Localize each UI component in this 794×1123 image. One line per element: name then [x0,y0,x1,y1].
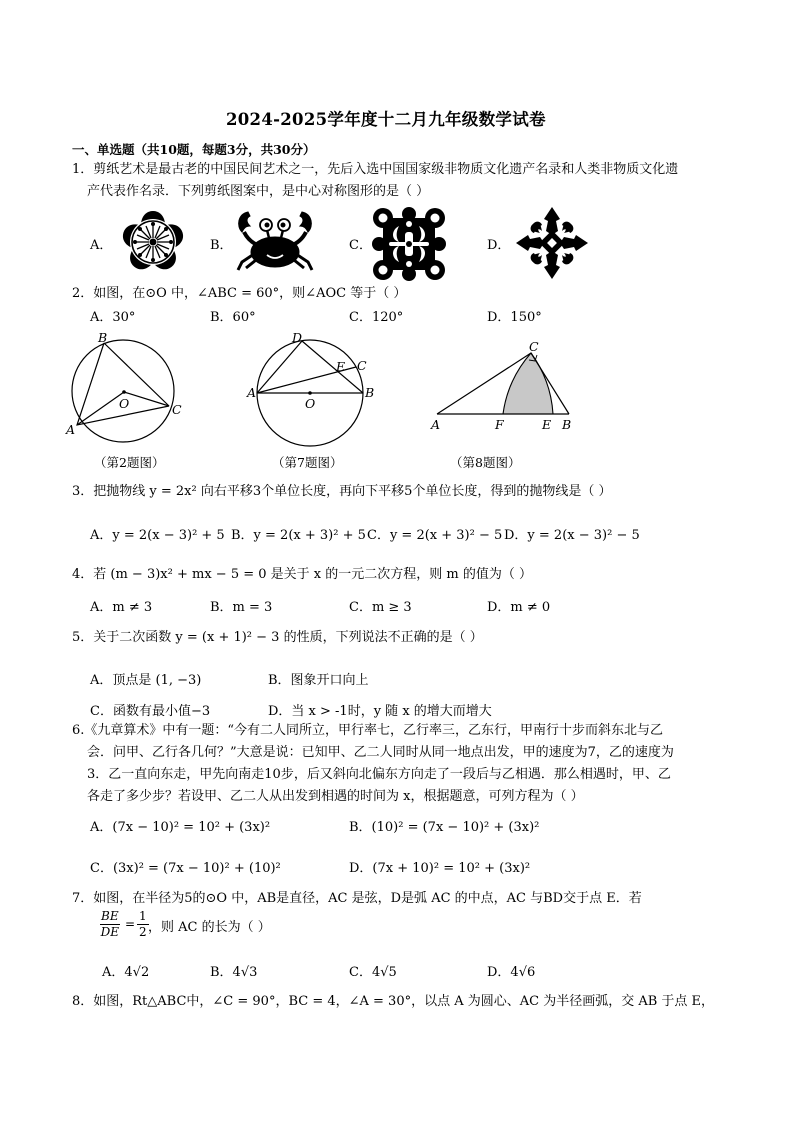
fig8-label-e: E [542,417,552,432]
crab-papercut-icon [234,210,316,272]
q8-stem: 8．如图，Rt△ABC中，∠C = 90°，BC = 4，∠A = 30°，以点 A 为圆心、AC 为半径画弧，交 AB 于点 E， [72,994,715,1009]
q5-option-d: D．当 x > -1时，y 随 x 的增大而增大 [268,704,492,719]
q2-option-a: A．30° [90,310,136,325]
q2-option-b: B．60° [210,310,256,325]
fig8-label-a: A [431,417,441,432]
page-title: 2024-2025学年度十二月九年级数学试卷 [226,110,546,129]
fig7-label-o: O [305,396,316,411]
q7-line2: ，则 AC 的长为（ ） [148,920,271,935]
q6-option-d: D．(7x + 10)² = 10² + (3x)² [349,861,531,876]
q6-line4: 各走了多少步？若设甲、乙二人从出发到相遇的时间为 x，根据题意，可列方程为（ ） [87,789,584,804]
q6-line2: 会．问甲、乙行各几何？”大意是说：已知甲、乙二人同时从同一地点出发，甲的速度为7，乙的速度为 [87,745,674,760]
q1-option-a-label: A． [90,238,113,253]
q5-option-b: B．图象开口向上 [268,673,369,688]
fig2-label-c: C [172,402,182,417]
fig2-caption: （第2题图） [94,455,165,470]
fig8-label-f: F [495,417,504,432]
q4-option-a: A．m ≠ 3 [90,600,153,615]
q1-line1: 1．剪纸艺术是最古老的中国民间艺术之一，先后入选中国国家级非物质文化遗产名录和人类非物质文化遗 [72,162,679,177]
q1-option-d-label: D． [487,238,511,253]
fig7-label-b: B [365,385,375,400]
q1-line2: 产代表作名录．下列剪纸图案中，是中心对称图形的是（ ） [87,184,430,199]
q1-option-b-label: B． [210,238,233,253]
section-heading: 一、单选题（共10题，每题3分，共30分） [72,142,316,157]
ornament-papercut-icon [373,208,445,280]
figure-q2-circle [60,330,200,445]
fig2-label-a: A [66,422,76,437]
fig7-label-c: C [357,358,367,373]
q4-option-d: D．m ≠ 0 [487,600,551,615]
q6-line1: 6.《九章算术》中有一题：“今有二人同所立，甲行率七，乙行率三，乙东行，甲南行十步而斜东北与乙 [72,723,664,738]
figure-q8-triangle [425,340,585,435]
fig2-label-b: B [98,330,108,345]
q7-fraction-value [137,909,149,940]
q7-fraction-value-num: 1 [139,909,147,923]
flower-papercut-icon [117,207,189,275]
q7-option-b: B．4√3 [210,965,258,980]
q7-fraction-numerator: BE [101,909,119,923]
q5-stem: 5．关于二次函数 y = (x + 1)² − 3 的性质，下列说法不正确的是（ ） [72,630,483,645]
q4-option-b: B．m = 3 [210,600,273,615]
fig8-label-c: C [529,339,539,354]
fig7-caption: （第7题图） [272,455,343,470]
fig8-caption: （第8题图） [450,455,521,470]
fig8-label-b: B [562,417,572,432]
q7-equals: = [125,917,136,931]
figure-q7-circle [245,330,385,445]
fig7-label-d: D [292,330,303,345]
q3-option-c: C．y = 2(x + 3)² − 5 [367,528,503,543]
q3-option-a: A．y = 2(x − 3)² + 5 [90,528,225,543]
q2-stem: 2．如图，在⊙O 中，∠ABC = 60°，则∠AOC 等于（ ） [72,286,407,301]
q4-stem: 4．若 (m − 3)x² + mx − 5 = 0 是关于 x 的一元二次方程，则 m 的值为（ ） [72,567,532,582]
q7-fraction-denominator: DE [100,925,119,939]
q7-option-d: D．4√6 [487,965,536,980]
q7-fraction [100,909,120,940]
cross-ornament-papercut-icon [515,206,589,280]
fig2-label-o: O [119,396,130,411]
fig7-label-a: A [247,385,257,400]
q6-option-c: C．(3x)² = (7x − 10)² + (10)² [90,861,281,876]
q5-option-a: A．顶点是 (1, −3) [90,673,202,688]
q4-option-c: C．m ≥ 3 [349,600,412,615]
q3-option-d: D．y = 2(x − 3)² − 5 [504,528,640,543]
q2-option-c: C．120° [349,310,404,325]
q7-option-c: C．4√5 [349,965,397,980]
q7-option-a: A．4√2 [102,965,150,980]
q7-line1: 7．如图，在半径为5的⊙O 中，AB是直径，AC 是弦，D是弧 AC 的中点，AC 与BD交于点 E．若 [72,891,642,906]
fig7-label-e: E [336,359,346,374]
q2-option-d: D．150° [487,310,542,325]
q6-option-b: B．(10)² = (7x − 10)² + (3x)² [349,820,540,835]
q6-option-a: A．(7x − 10)² = 10² + (3x)² [90,820,271,835]
q3-stem: 3．把抛物线 y = 2x² 向右平移3个单位长度，再向下平移5个单位长度，得到的抛物线是（ ） [72,484,612,499]
q5-option-c: C．函数有最小值−3 [90,704,211,719]
q1-option-c-label: C． [349,238,372,253]
q7-fraction-value-den: 2 [139,925,147,939]
q3-option-b: B．y = 2(x + 3)² + 5 [231,528,366,543]
q6-line3: 3．乙一直向东走，甲先向南走10步，后又斜向北偏东方向走了一段后与乙相遇．那么相遇时，甲、乙 [87,767,671,782]
